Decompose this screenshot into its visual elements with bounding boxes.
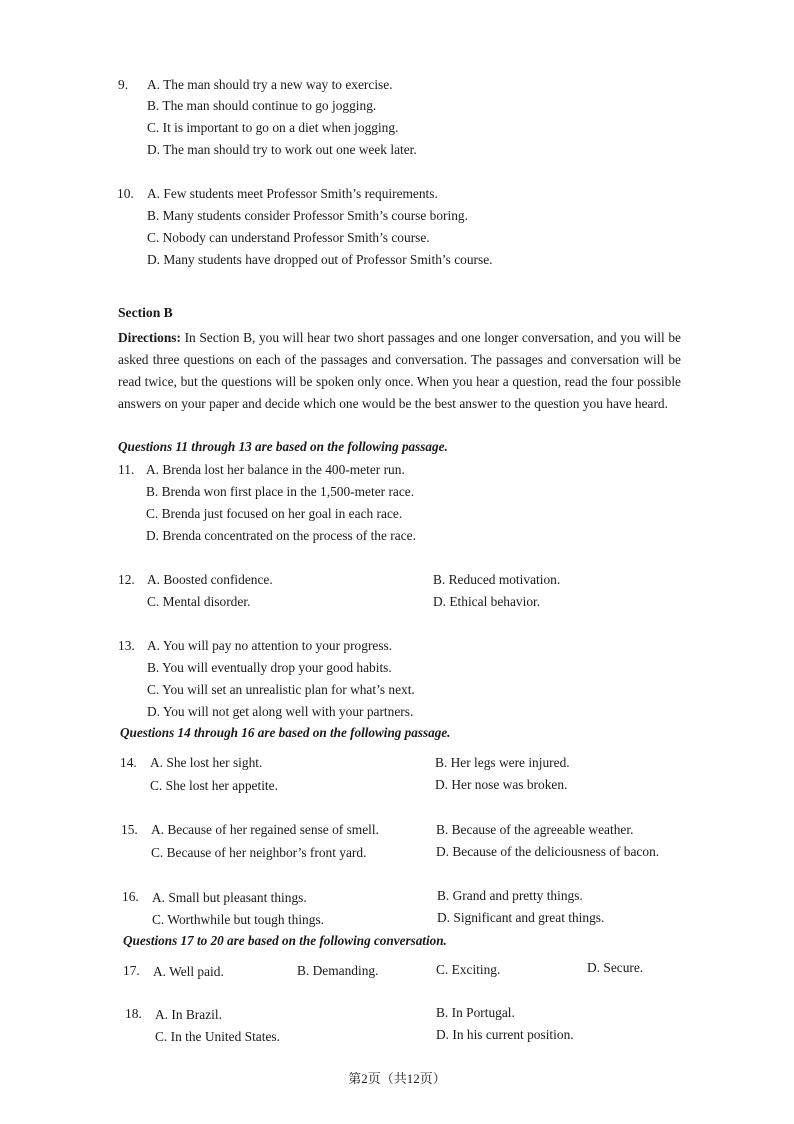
option-a: A. Because of her regained sense of smell. [151, 822, 379, 837]
question-number: 14. [120, 755, 137, 770]
option-d: D. Significant and great things. [437, 910, 605, 925]
directions-label: Directions: [118, 330, 181, 345]
option-c: C. Because of her neighbor’s front yard. [151, 845, 367, 860]
option-b: B. Demanding. [297, 963, 379, 978]
option-c: C. In the United States. [155, 1029, 280, 1044]
option-c: C. Nobody can understand Professor Smith’s course. [147, 230, 430, 245]
option-d: D. The man should try to work out one week later. [147, 142, 417, 157]
option-a: A. Few students meet Professor Smith’s requirements. [147, 186, 438, 201]
option-d: D. In his current position. [436, 1027, 574, 1042]
question-number: 16. [122, 889, 139, 904]
option-b: B. Brenda won first place in the 1,500-meter race. [146, 484, 415, 499]
option-a: A. Brenda lost her balance in the 400-meter run. [146, 462, 405, 477]
question-number: 12. [118, 572, 135, 587]
option-a: A. In Brazil. [155, 1007, 222, 1022]
option-a: A. Small but pleasant things. [152, 890, 307, 905]
option-d: D. Because of the deliciousness of bacon. [436, 844, 660, 859]
option-b: B. Grand and pretty things. [437, 888, 583, 903]
passage-intro-2: Questions 14 through 16 are based on the following passage. [120, 725, 451, 740]
conversation-intro: Questions 17 to 20 are based on the following conversation. [123, 933, 447, 948]
option-b: B. In Portugal. [436, 1005, 515, 1020]
option-b: B. Because of the agreeable weather. [436, 822, 634, 837]
question-number: 13. [118, 638, 135, 653]
question-number: 18. [125, 1006, 142, 1021]
option-c: C. Worthwhile but tough things. [152, 912, 325, 927]
option-a: A. The man should try a new way to exercise. [147, 77, 393, 92]
page-footer: 第2页（共12页） [348, 1071, 446, 1086]
question-number: 11. [118, 462, 135, 477]
option-c: C. Exciting. [436, 962, 501, 977]
option-a: A. You will pay no attention to your progress. [147, 638, 393, 653]
option-a: A. Well paid. [153, 964, 224, 979]
option-d: D. Ethical behavior. [433, 594, 541, 609]
option-c: C. She lost her appetite. [150, 778, 278, 793]
question-number: 15. [121, 822, 138, 837]
question-number: 17. [123, 963, 140, 978]
option-c: C. You will set an unrealistic plan for what’s next. [147, 682, 415, 697]
option-d: D. Many students have dropped out of Professor Smith’s course. [147, 252, 493, 267]
option-b: B. You will eventually drop your good habits. [147, 660, 392, 675]
option-c: C. It is important to go on a diet when jogging. [147, 120, 399, 135]
section-title: Section B [118, 305, 173, 320]
option-a: A. Boosted confidence. [147, 572, 273, 587]
option-b: B. The man should continue to go jogging. [147, 98, 377, 113]
directions [118, 327, 681, 415]
directions-text: In Section B, you will hear two short passages and one longer conversation, and you will be asked three questions on each of the passages and conversation. The passages and conversation will be read twice, but the questions will be spoken only once. When you hear a question, read the four possible answers on your paper and decide which one would be the best answer to the question you have heard. [118, 330, 681, 411]
option-d: D. Her nose was broken. [435, 777, 568, 792]
option-a: A. She lost her sight. [150, 755, 263, 770]
option-d: D. You will not get along well with your partners. [147, 704, 414, 719]
question-number: 10. [117, 186, 134, 201]
option-b: B. Many students consider Professor Smith’s course boring. [147, 208, 468, 223]
option-b: B. Her legs were injured. [435, 755, 570, 770]
option-d: D. Secure. [587, 960, 644, 975]
passage-intro-1: Questions 11 through 13 are based on the following passage. [118, 439, 448, 454]
option-b: B. Reduced motivation. [433, 572, 561, 587]
option-c: C. Brenda just focused on her goal in each race. [146, 506, 403, 521]
option-d: D. Brenda concentrated on the process of the race. [146, 528, 416, 543]
question-number: 9. [118, 77, 129, 92]
option-c: C. Mental disorder. [147, 594, 251, 609]
